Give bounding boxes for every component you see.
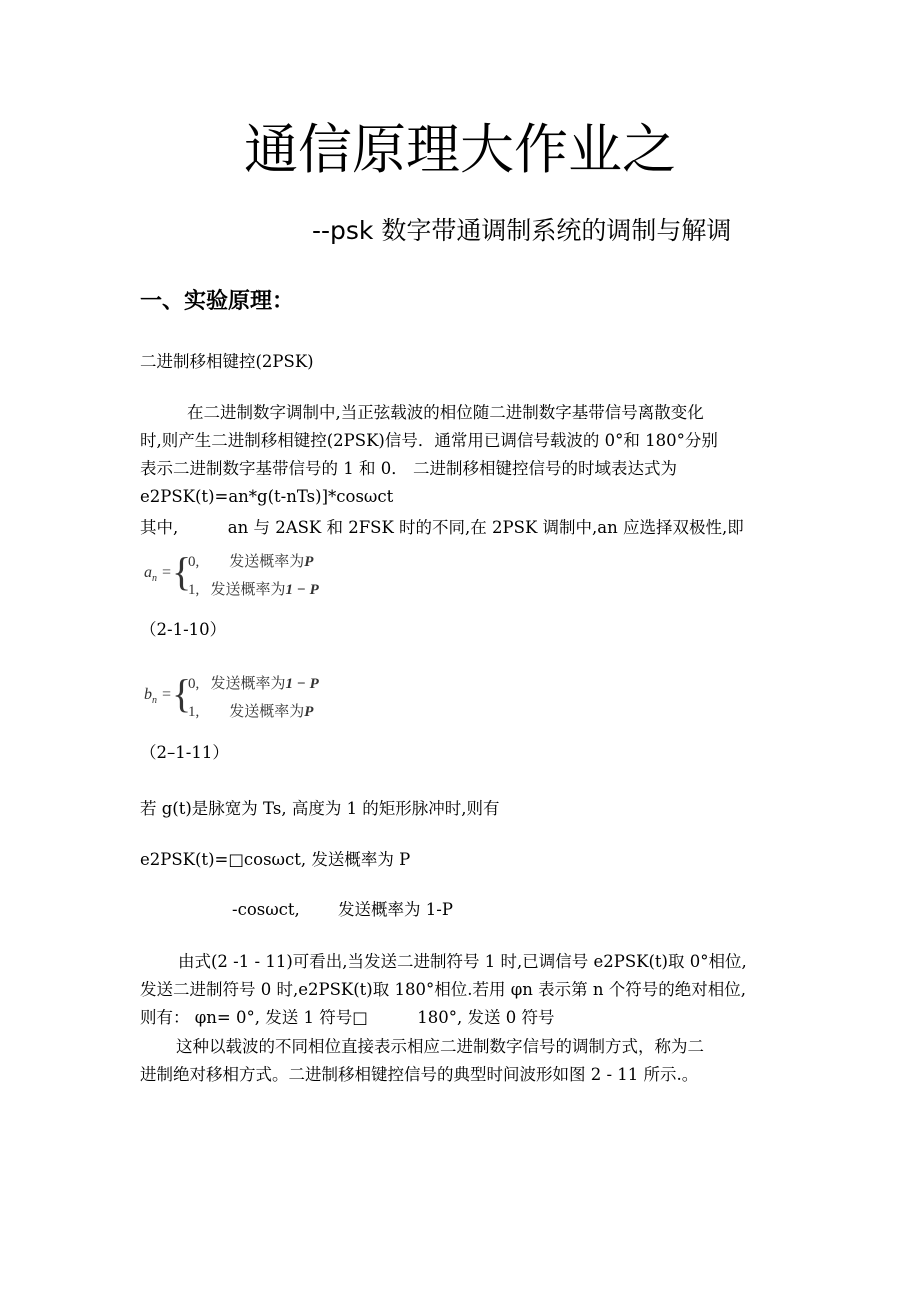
para3-line-3: 则有： φn= 0°, 发送 1 符号□ 180°, 发送 0 符号 bbox=[140, 1008, 555, 1027]
e2psk-line-1: e2PSK(t)=□cosωct, 发送概率为 P bbox=[140, 850, 411, 869]
para4-line-2: 进制绝对移相方式。二进制移相键控信号的典型时间波形如图 2 - 11 所示.。 bbox=[140, 1065, 699, 1084]
equation-a-lhs: $a_n$ = bbox=[144, 564, 172, 585]
para2: 若 g(t)是脉宽为 Ts, 高度为 1 的矩形脉冲时,则有 bbox=[140, 799, 500, 818]
equation-b-n bbox=[140, 670, 360, 726]
para1-line-4: e2PSK(t)=an*g(t-nTs)]*cosωct bbox=[140, 487, 394, 506]
para1-line-5: 其中, an 与 2ASK 和 2FSK 时的不同,在 2PSK 调制中,an 应选择双极性,即 bbox=[140, 518, 744, 537]
e2psk-line-2: -cosωct, 发送概率为 1-P bbox=[232, 900, 453, 919]
para1-line-2: 时,则产生二进制移相键控(2PSK)信号．通常用已调信号载波的 0°和 180°分别 bbox=[140, 431, 718, 450]
equation-a-row-1: 0, 发送概率为P bbox=[188, 554, 314, 570]
equation-b-brace: { bbox=[172, 671, 192, 716]
para4-line-1: 这种以载波的不同相位直接表示相应二进制数字信号的调制方式，称为二 bbox=[176, 1037, 704, 1056]
equation-b-row-2: 1, 发送概率为P bbox=[188, 704, 314, 720]
document-title: 通信原理大作业之 bbox=[244, 118, 676, 181]
equation-a-row-2: 1, 发送概率为1 − P bbox=[188, 582, 319, 598]
topic-line: 二进制移相键控(2PSK) bbox=[140, 352, 314, 371]
document-subtitle: --psk 数字带通调制系统的调制与解调 bbox=[312, 216, 732, 245]
para3-line-2: 发送二进制符号 0 时,e2PSK(t)取 180°相位.若用 φn 表示第 n 个符号的绝对相位, bbox=[140, 980, 746, 999]
equation-b-number: （2–1-11） bbox=[140, 743, 229, 762]
equation-a-number: （2-1-10） bbox=[140, 620, 227, 639]
equation-b-lhs: $b_n$ = bbox=[144, 686, 172, 707]
para3-line-1: 由式(2 -1 - 11)可看出,当发送二进制符号 1 时,已调信号 e2PSK(t)取 0°相位, bbox=[178, 952, 747, 971]
equation-b-row-1: 0, 发送概率为1 − P bbox=[188, 676, 319, 692]
equation-a-brace: { bbox=[172, 549, 192, 594]
equation-a-n bbox=[140, 548, 360, 604]
para1-line-3: 表示二进制数字基带信号的 1 和 0． 二进制移相键控信号的时域表达式为 bbox=[140, 459, 677, 478]
section-heading: 一、实验原理： bbox=[140, 289, 295, 314]
para1-line-1: 在二进制数字调制中,当正弦载波的相位随二进制数字基带信号离散变化 bbox=[187, 403, 704, 422]
